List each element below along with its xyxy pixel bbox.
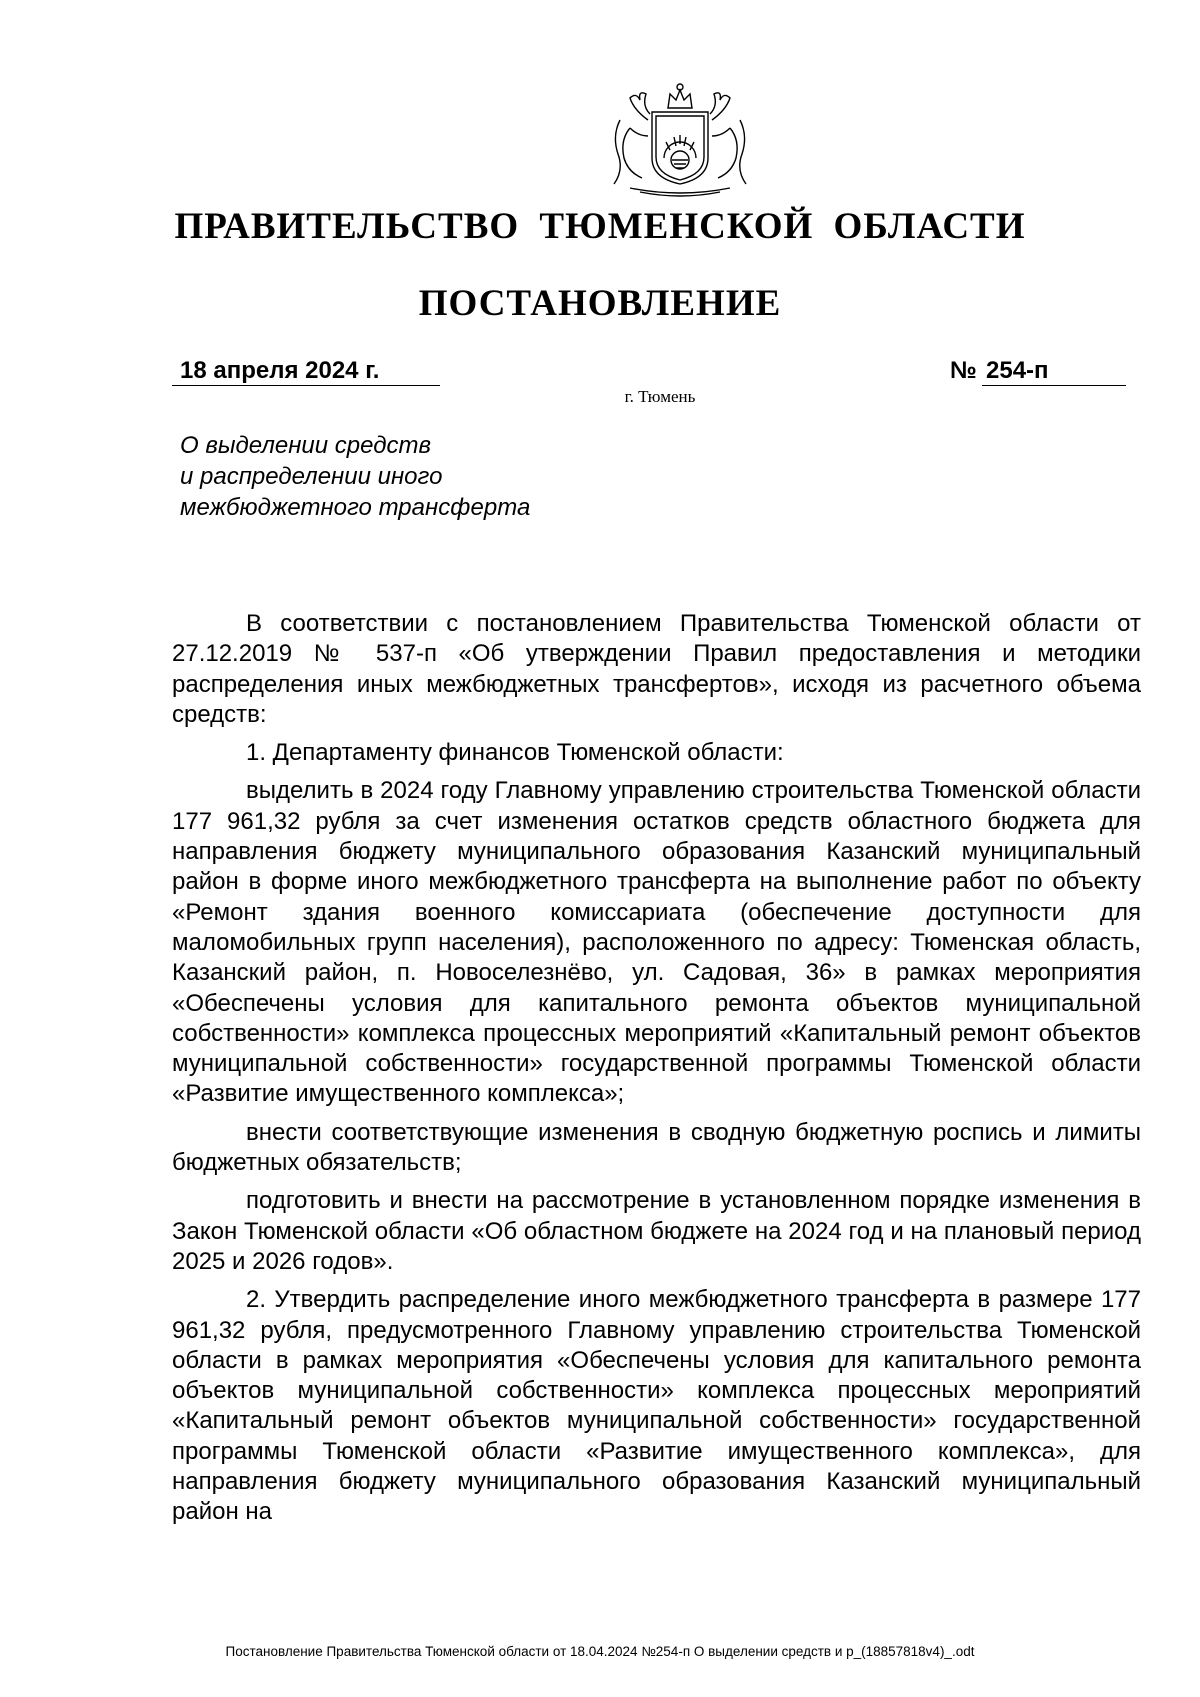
body-paragraph: внести соответствующие изменения в сводную бюджетную роспись и лимиты бюджетных обязательств; — [172, 1118, 1141, 1177]
body-paragraph: подготовить и внести на рассмотрение в установленном порядке изменения в Закон Тюменской области «Об областном бюджете на 2024 год и на плановый период 2025 и 2026 годов». — [172, 1187, 1141, 1275]
body-paragraph: 1. Департаменту финансов Тюменской области: — [246, 739, 784, 767]
document-type: ПОСТАНОВЛЕНИЕ — [418, 283, 782, 324]
subject-line: и распределении иного — [180, 463, 443, 490]
coat-of-arms-icon — [590, 80, 770, 200]
body-paragraph: В соответствии с постановлением Правительства Тюменской области от 27.12.2019 № 537-п «Об утверждении Правил предоставления и методики распределения иных межбюджетных трансфертов», исходя из расчетного объема средств: — [172, 610, 1141, 728]
number-sign: № — [950, 357, 977, 384]
body-paragraph: 2. Утвердить распределение иного межбюджетного трансферта в размере 177 961,32 рубля, предусмотренного Главному управлению строительства Тюменской области в рамках мероприятия «Обеспечены условия для капитального ремонта объектов муниципальной собственности» комплекса процессных мероприятий «Капитальный ремонт объектов муниципальной собственности» государственной программы Тюменской области «Развитие имущественного комплекса», для направления бюджету муниципального образования Казанский муниципальный район на — [172, 1286, 1141, 1526]
subject-line: О выделении средств — [180, 432, 432, 459]
organization-title: ПРАВИТЕЛЬСТВО ТЮМЕНСКОЙ ОБЛАСТИ — [174, 206, 1026, 247]
page-footer: Постановление Правительства Тюменской области от 18.04.2024 №254-п О выделении средств и р_(18857818v4)_.odt — [225, 1644, 975, 1659]
subject-line: межбюджетного трансферта — [180, 494, 531, 521]
document-number: 254-п — [982, 357, 1126, 386]
document-subject — [180, 430, 680, 523]
document-date: 18 апреля 2024 г. — [172, 357, 440, 386]
document-city: г. Тюмень — [624, 387, 696, 406]
document-body — [172, 609, 1141, 1536]
document-number-block — [950, 357, 1130, 386]
body-paragraph: выделить в 2024 году Главному управлению строительства Тюменской области 177 961,32 рубля за счет изменения остатков средств областного бюджета для направления бюджету муниципального образования Казанский муниципальный район в форме иного межбюджетного трансферта на выполнение работ по объекту «Ремонт здания военного комиссариата (обеспечение доступности для маломобильных групп населения), расположенного по адресу: Тюменская область, Казанский район, п. Новоселезнёво, ул. Садовая, 36» в рамках мероприятия «Обеспечены условия для капитального ремонта объектов муниципальной собственности» комплекса процессных мероприятий «Капитальный ремонт объектов муниципальной собственности» государственной программы Тюменской области «Развитие имущественного комплекса»; — [172, 777, 1141, 1108]
